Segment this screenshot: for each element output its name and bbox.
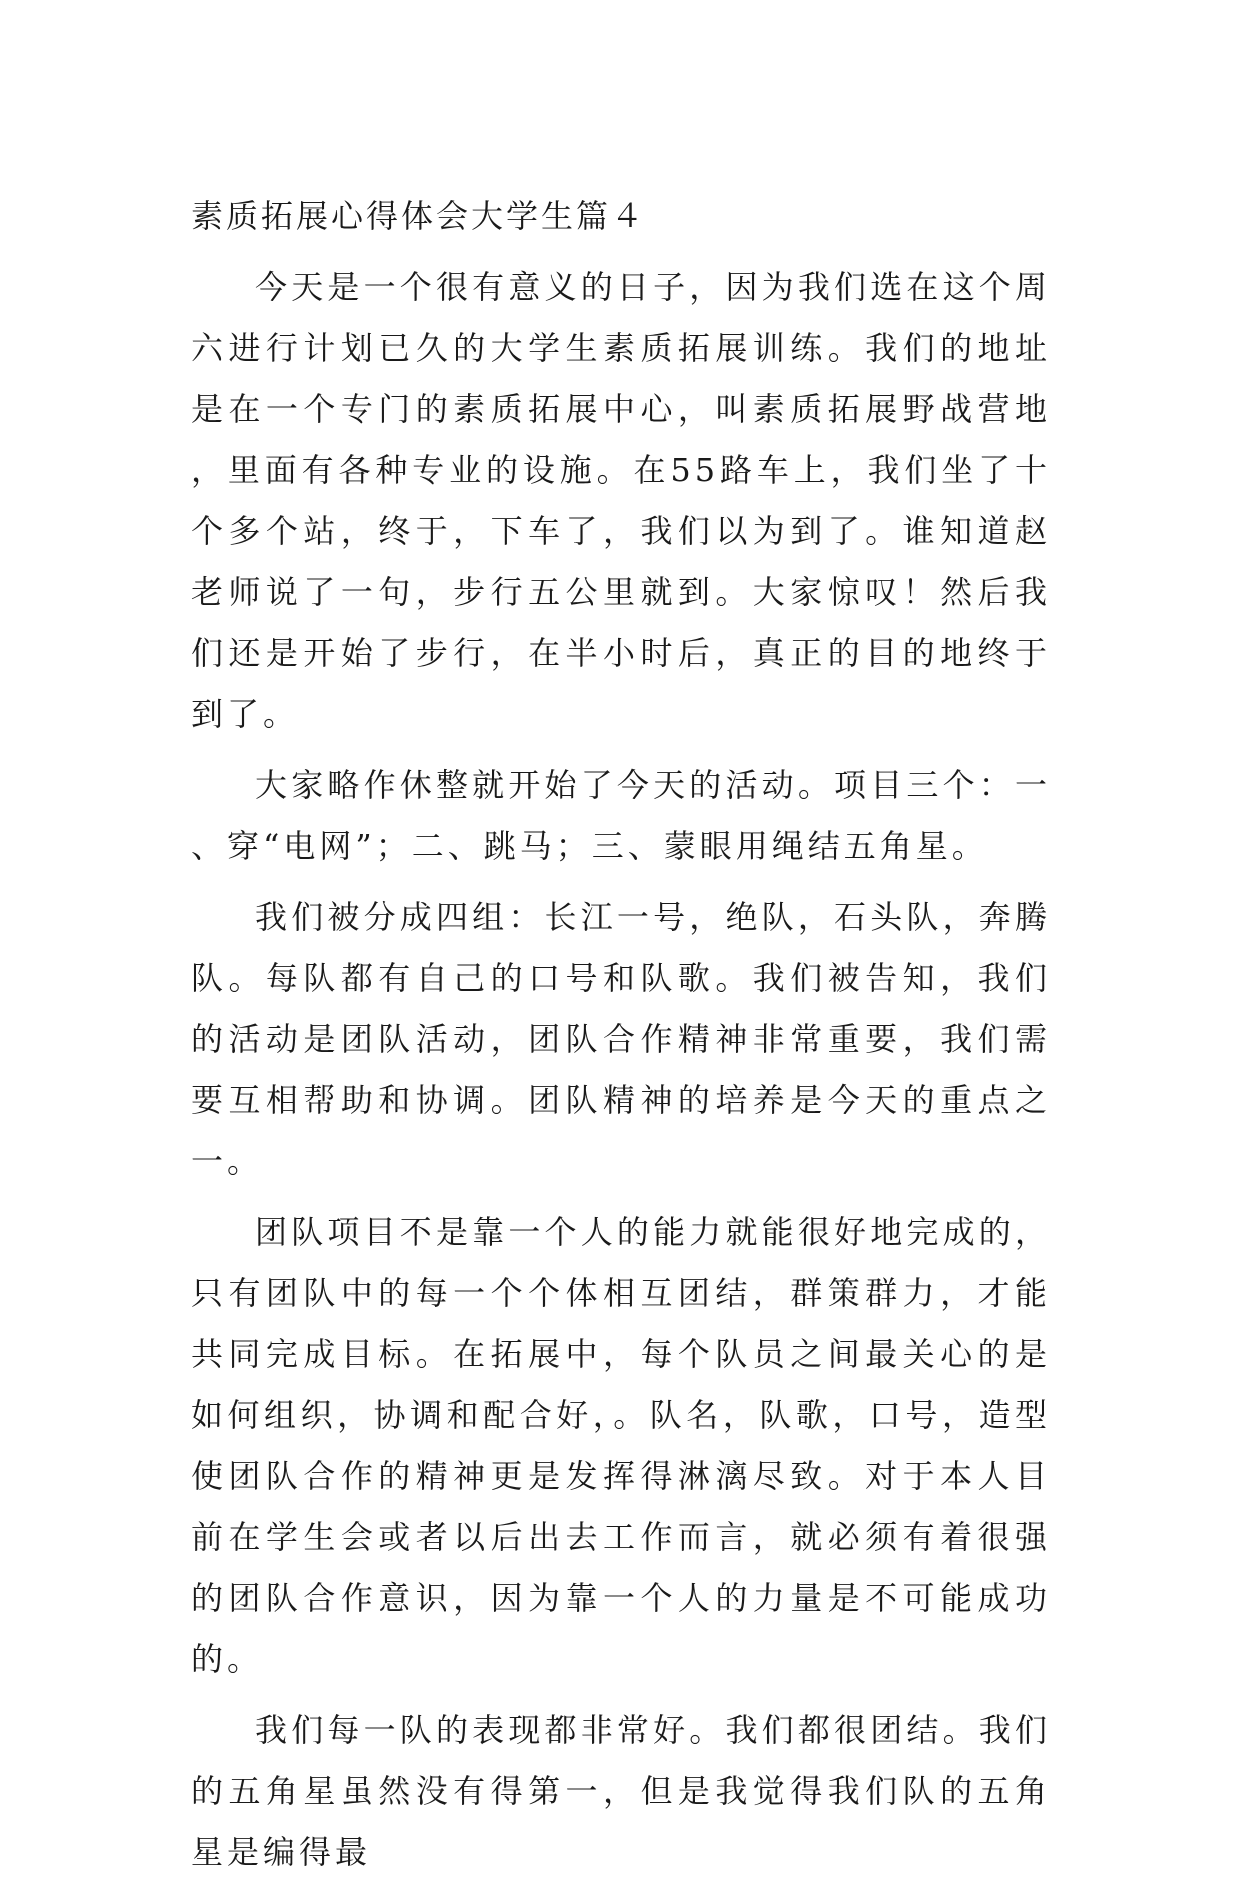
document-title: 素质拓展心得体会大学生篇４	[191, 197, 647, 235]
paragraph-3: 我们被分成四组：长江一号，绝队，石头队，奔腾队。每队都有自己的口号和队歌。我们被告知，我们的活动是团队活动，团队合作精神非常重要，我们需要互相帮助和协调。团队精神的培养是今天的重点之一。	[191, 898, 1051, 1180]
paragraph-2: 大家略作休整就开始了今天的活动。项目三个：一、穿“电网”；二、跳马；三、蒙眼用绳结五角星。	[191, 766, 1051, 865]
paragraph-4: 团队项目不是靠一个人的能力就能很好地完成的，只有团队中的每一个个体相互团结，群策群力，才能共同完成目标。在拓展中，每个队员之间最关心的是如何组织，协调和配合好，。队名，队歌，口号，造型使团队合作的精神更是发挥得淋漓尽致。对于本人目前在学生会或者以后出去工作而言，就必须有着很强的团队合作意识，因为靠一个人的力量是不可能成功的。	[191, 1213, 1051, 1678]
document-page	[191, 186, 1051, 1883]
paragraph-5: 我们每一队的表现都非常好。我们都很团结。我们的五角星虽然没有得第一，但是我觉得我们队的五角星是编得最	[191, 1711, 1051, 1871]
paragraph-1: 今天是一个很有意义的日子，因为我们选在这个周六进行计划已久的大学生素质拓展训练。我们的地址是在一个专门的素质拓展中心，叫素质拓展野战营地，里面有各种专业的设施。在55路车上，我们坐了十个多个站，终于，下车了，我们以为到了。谁知道赵老师说了一句，步行五公里就到。大家惊叹！然后我们还是开始了步行，在半小时后，真正的目的地终于到了。	[191, 268, 1051, 733]
